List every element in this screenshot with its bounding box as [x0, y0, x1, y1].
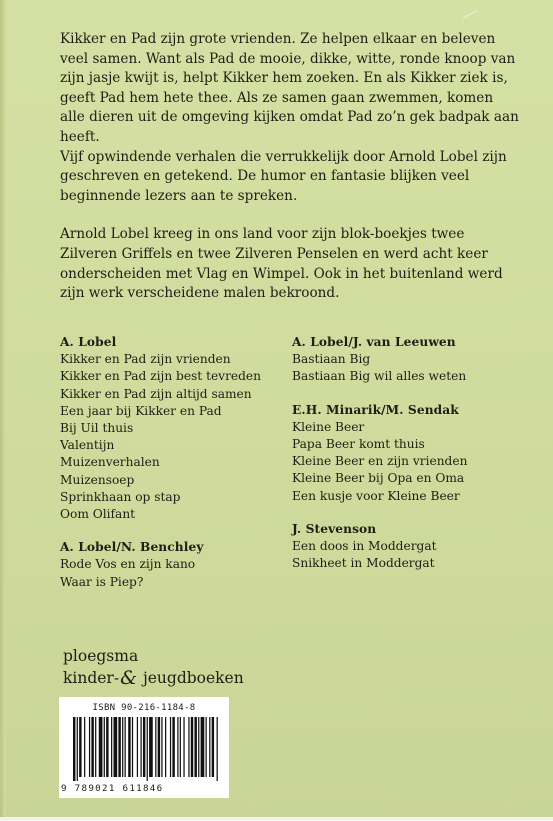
- isbn-text: ISBN 90-216-1184-8: [92, 703, 196, 713]
- barcode-bar: [91, 717, 93, 777]
- book-title: Een doos in Moddergat: [292, 539, 437, 554]
- book-series-group: [60, 334, 280, 523]
- book-series-group: [292, 334, 522, 386]
- barcode-bar: [79, 717, 81, 777]
- barcode-bar: [122, 717, 123, 777]
- barcode-digits: 9 789021 611846: [61, 783, 164, 794]
- barcode-bar: [95, 717, 96, 777]
- book-title: Bastiaan Big wil alles weten: [292, 369, 467, 384]
- barcode-bar: [158, 717, 160, 777]
- barcode-bar: [118, 717, 120, 777]
- barcode-bar: [217, 717, 218, 781]
- barcode-bar: [206, 717, 207, 777]
- barcode-bar: [113, 717, 117, 777]
- barcode-bar: [77, 717, 78, 781]
- scratch-mark: [463, 10, 477, 19]
- barcode-bar: [180, 717, 181, 777]
- book-title: Valentijn: [60, 438, 115, 453]
- barcode-bar: [143, 717, 145, 777]
- barcode-bar: [155, 717, 156, 777]
- barcode-bar: [99, 717, 103, 777]
- book-title: Bastiaan Big: [292, 352, 371, 367]
- book-title: Kikker en Pad zijn altijd samen: [60, 386, 252, 401]
- imprint-kinder: kinder-: [63, 669, 120, 687]
- book-series-group: [60, 539, 280, 591]
- publisher-logo: [63, 645, 244, 689]
- book-title: Kleine Beer bij Opa en Oma: [292, 471, 465, 486]
- publisher-imprint: [63, 667, 244, 689]
- barcode-bar: [132, 717, 133, 777]
- barcode-bar: [140, 717, 141, 777]
- barcode-bar: [177, 717, 178, 777]
- blurb-paragraph-3: Arnold Lobel kreeg in ons land voor zijn blok-boekjes twee Zilveren Griffels en twee Zilveren Penselen en werd acht keer onderscheiden met Vlag en Wimpel. Ook in het buitenland werd zijn werk verscheidene malen bekroond.: [60, 226, 503, 302]
- blurb-text: [60, 30, 520, 304]
- book-series-group: [292, 521, 522, 573]
- spine-edge: [0, 0, 6, 821]
- barcode-label: [59, 697, 229, 798]
- barcode-icon: [73, 717, 219, 781]
- booklist-left-column: [60, 334, 280, 607]
- barcode-bar: [188, 717, 189, 777]
- booklist-right-column: [292, 334, 522, 588]
- barcode-bar: [89, 717, 90, 777]
- bottom-edge: [0, 817, 553, 821]
- blurb-paragraph-2: Vijf opwindende verhalen die verrukkelijk door Arnold Lobel zijn geschreven en getekend. De humor en fantasie blijken veel beginnende lezers aan te spreken.: [60, 148, 507, 204]
- barcode-bar: [191, 717, 193, 777]
- imprint-jeugdboeken: jeugdboeken: [142, 669, 244, 687]
- barcode-bar: [128, 717, 130, 777]
- barcode-bar: [165, 717, 166, 777]
- book-title: Muizenverhalen: [60, 455, 160, 470]
- blurb-paragraph-1: Kikker en Pad zijn grote vrienden. Ze helpen elkaar en beleven veel samen. Want als Pad de mooie, dikke, witte, ronde knoop van zijn jasje kwijt is, helpt Kikker hem zoeken. En als Kikker ziek is, geeft Pad hem hete thee. Als ze samen gaan zwemmen, komen alle dieren uit de omgeving kijken omdat Pad zo’n gek badpak aan heeft.: [60, 31, 519, 145]
- book-title: Kleine Beer: [292, 419, 365, 434]
- barcode-bar: [125, 717, 126, 777]
- barcode-bar: [137, 717, 138, 777]
- barcode-bar: [212, 717, 214, 777]
- barcode-bar: [161, 717, 162, 777]
- book-title: Kleine Beer en zijn vrienden: [292, 454, 468, 469]
- barcode-bar: [209, 717, 210, 777]
- barcode-bar: [170, 717, 171, 777]
- series-author: A. Lobel/N. Benchley: [60, 540, 204, 555]
- book-title: Oom Olifant: [60, 507, 136, 522]
- series-author: E.H. Minarik/M. Sendak: [292, 402, 459, 417]
- book-title: Muizensoep: [60, 472, 135, 487]
- series-author: A. Lobel/J. van Leeuwen: [292, 335, 456, 349]
- book-title: Snikheet in Moddergat: [292, 556, 435, 571]
- book-title: Bij Uil thuis: [60, 421, 134, 436]
- book-title: Kikker en Pad zijn vrienden: [60, 352, 231, 367]
- book-title: Kikker en Pad zijn best tevreden: [60, 369, 261, 384]
- barcode-bar: [194, 717, 196, 777]
- barcode-bar: [198, 717, 199, 777]
- barcode-bar: [84, 717, 85, 777]
- book-title: Waar is Piep?: [60, 574, 144, 589]
- barcode-bar: [106, 717, 108, 777]
- book-title: Papa Beer komt thuis: [292, 437, 425, 452]
- series-author: A. Lobel: [60, 335, 117, 349]
- book-title: Sprinkhaan op stap: [60, 489, 181, 504]
- book-series-group: [292, 402, 522, 505]
- book-title: Een kusje voor Kleine Beer: [292, 488, 460, 503]
- barcode-bar: [104, 717, 105, 777]
- book-title: Een jaar bij Kikker en Pad: [60, 403, 222, 418]
- barcode-bar: [149, 717, 153, 777]
- ampersand-logo: &: [120, 667, 137, 689]
- barcode-bar: [111, 717, 112, 777]
- series-author: J. Stevenson: [292, 521, 377, 536]
- barcode-bar: [147, 717, 148, 781]
- barcode-bar: [73, 717, 75, 781]
- publisher-name: ploegsma: [63, 647, 139, 665]
- barcode-bar: [183, 717, 184, 777]
- barcode-bar: [172, 717, 174, 777]
- book-title: Rode Vos en zijn kano: [60, 557, 196, 572]
- barcode-bar: [201, 717, 205, 777]
